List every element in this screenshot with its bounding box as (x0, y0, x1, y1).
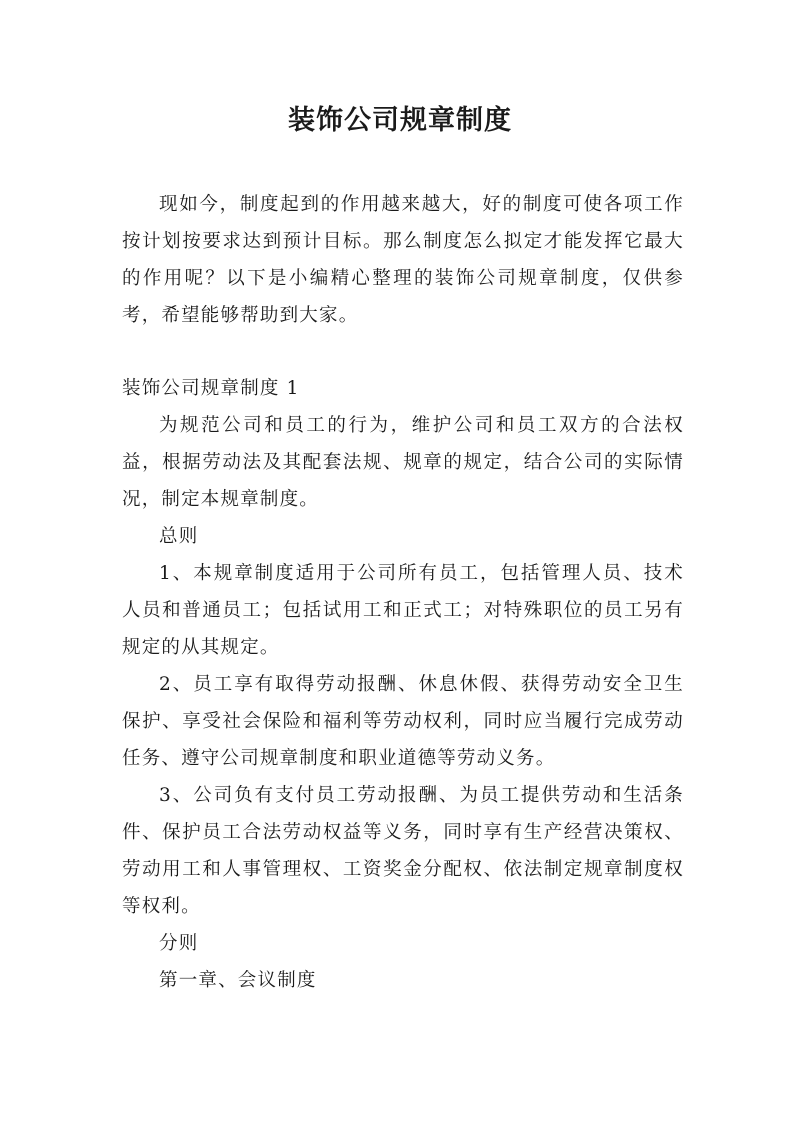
intro-paragraph: 现如今，制度起到的作用越来越大，好的制度可使各项工作按计划按要求达到预计目标。那么制度怎么拟定才能发挥它最大的作用呢？以下是小编精心整理的装饰公司规章制度，仅供参考，希望能够帮助到大家。 (122, 194, 684, 326)
chapter-1-heading: 第一章、会议制度 (159, 970, 317, 991)
purpose-paragraph: 为规范公司和员工的行为，维护公司和员工双方的合法权益，根据劳动法及其配套法规、规章的规定，结合公司的实际情况，制定本规章制度。 (122, 415, 684, 510)
specific-heading: 分则 (159, 933, 199, 954)
document-body (122, 186, 684, 999)
section-title: 装饰公司规章制度 1 (122, 378, 300, 399)
clause-3: 3、公司负有支付员工劳动报酬、为员工提供劳动和生活条件、保护员工合法劳动权益等义务，同时享有生产经营决策权、劳动用工和人事管理权、工资奖金分配权、依法制定规章制度权等权利。 (122, 785, 684, 917)
document-title: 装饰公司规章制度 (288, 105, 512, 136)
general-heading: 总则 (159, 526, 199, 547)
clause-1: 1、本规章制度适用于公司所有员工，包括管理人员、技术人员和普通员工；包括试用工和正式工；对特殊职位的员工另有规定的从其规定。 (122, 563, 684, 658)
clause-2: 2、员工享有取得劳动报酬、休息休假、获得劳动安全卫生保护、享受社会保险和福利等劳动权利，同时应当履行完成劳动任务、遵守公司规章制度和职业道德等劳动义务。 (122, 674, 684, 769)
